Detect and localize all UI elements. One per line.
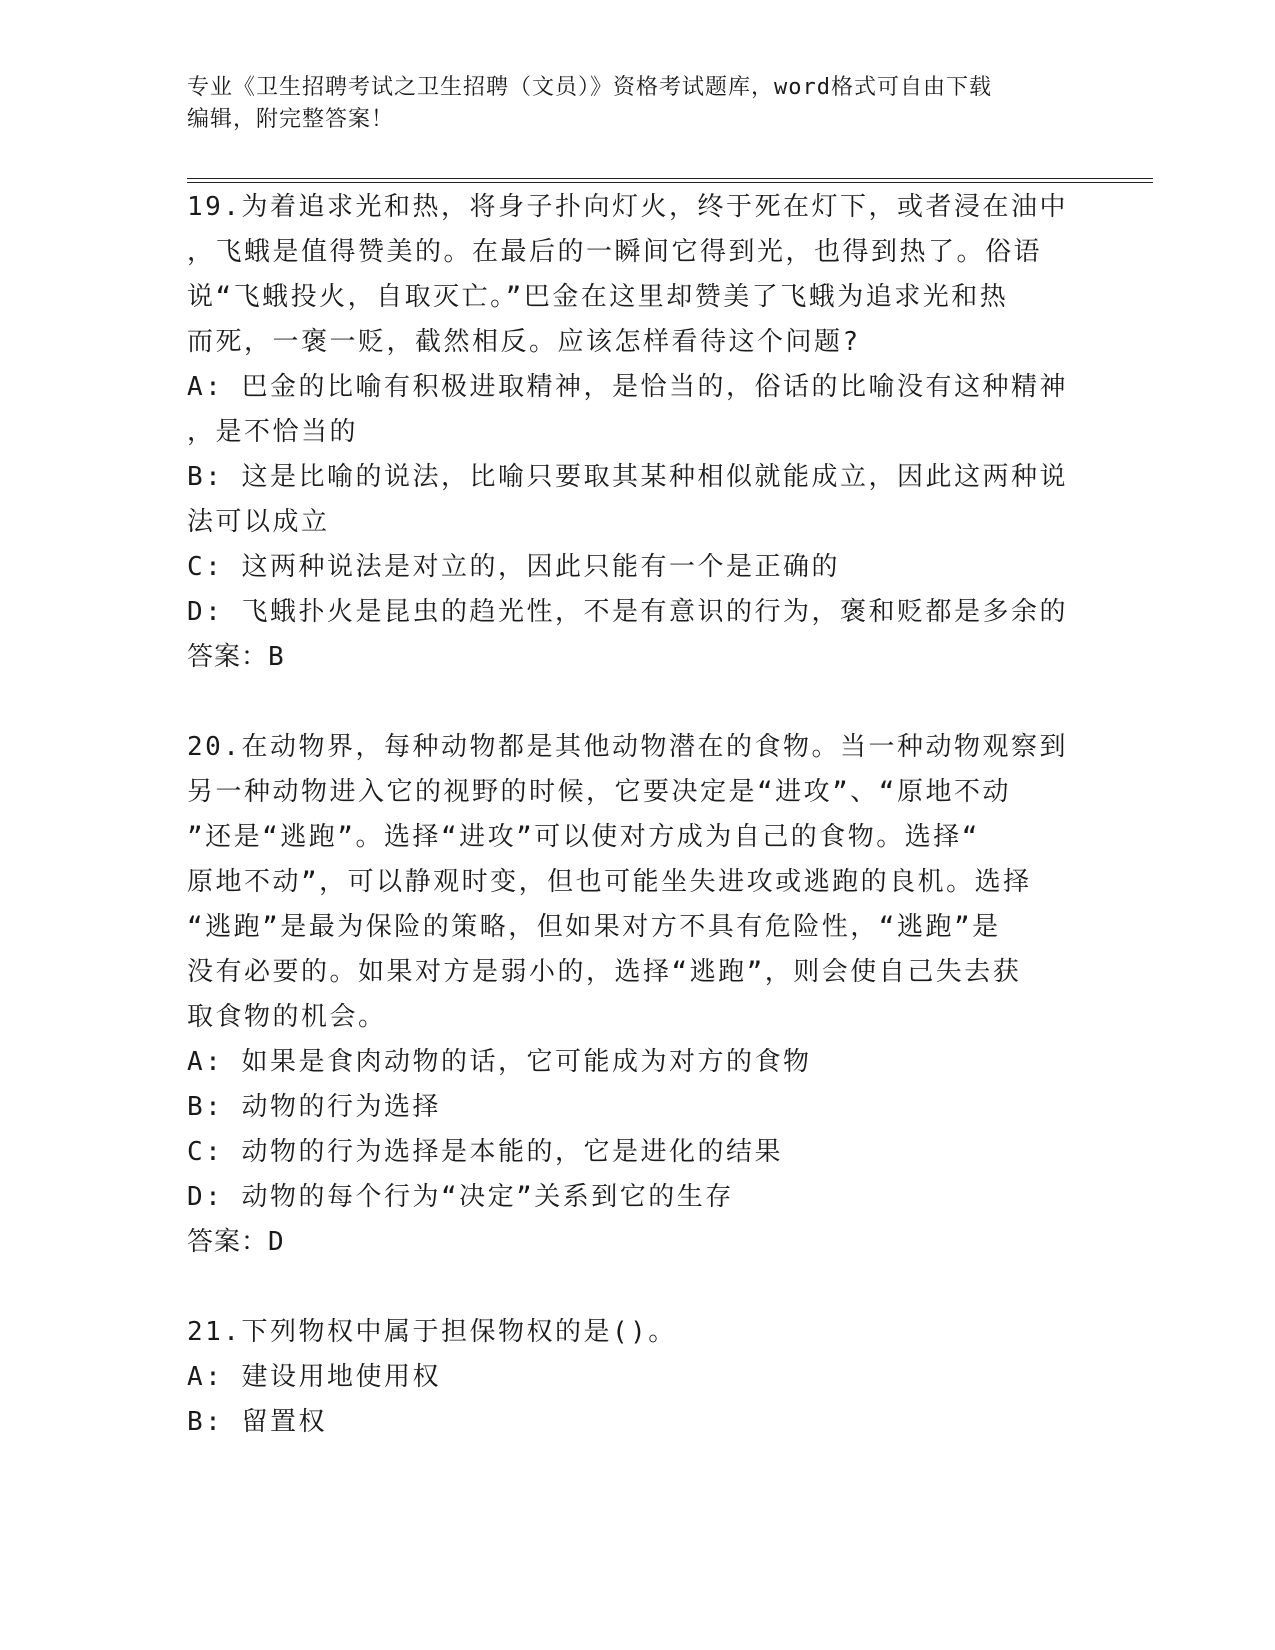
answer-label: 答案：B — [187, 642, 285, 672]
option-c-line: C: 这两种说法是对立的，因此只能有一个是正确的 — [187, 552, 840, 582]
question-text-line: 另一种动物进入它的视野的时候，它要决定是“进攻”、“原地不动 — [187, 777, 1011, 807]
option-a-line: A: 如果是食肉动物的话，它可能成为对方的食物 — [187, 1047, 812, 1077]
header-line-2: 编辑，附完整答案！ — [187, 107, 395, 132]
question-spacer — [187, 680, 1087, 725]
option-b-line: 法可以成立 — [187, 507, 330, 537]
question-text-line: 而死，一褒一贬，截然相反。应该怎样看待这个问题? — [187, 327, 861, 357]
option-b-line: B: 留置权 — [187, 1407, 327, 1437]
question-21 — [187, 1310, 1087, 1445]
document-header — [187, 72, 1087, 136]
header-divider — [187, 178, 1153, 183]
option-d-line: D: 动物的每个行为“决定”关系到它的生存 — [187, 1182, 734, 1212]
question-text-line: “逃跑”是最为保险的策略，但如果对方不具有危险性，“逃跑”是 — [187, 912, 1001, 942]
option-b-line: B: 这是比喻的说法，比喻只要取其某种相似就能成立，因此这两种说 — [187, 462, 1068, 492]
question-spacer — [187, 1265, 1087, 1310]
question-19 — [187, 185, 1087, 680]
header-line-1: 专业《卫生招聘考试之卫生招聘（文员）》资格考试题库，word格式可自由下载 — [187, 75, 992, 100]
option-a-line: ，是不恰当的 — [187, 417, 359, 447]
option-a-line: A: 巴金的比喻有积极进取精神，是恰当的，俗话的比喻没有这种精神 — [187, 372, 1068, 402]
question-text-line: ”还是“逃跑”。选择“进攻”可以使对方成为自己的食物。选择“ — [187, 822, 980, 852]
questions-container — [187, 185, 1087, 1445]
question-text-line: ，飞蛾是值得赞美的。在最后的一瞬间它得到光，也得到热了。俗语 — [187, 237, 1043, 267]
question-text-line: 取食物的机会。 — [187, 1002, 387, 1032]
question-20 — [187, 725, 1087, 1265]
question-text-line: 原地不动”，可以静观时变，但也可能坐失进攻或逃跑的良机。选择 — [187, 867, 1032, 897]
question-text-line: 21.下列物权中属于担保物权的是()。 — [187, 1317, 677, 1347]
option-b-line: B: 动物的行为选择 — [187, 1092, 441, 1122]
option-a-line: A: 建设用地使用权 — [187, 1362, 441, 1392]
option-d-line: D: 飞蛾扑火是昆虫的趋光性，不是有意识的行为，褒和贬都是多余的 — [187, 597, 1068, 627]
question-text-line: 没有必要的。如果对方是弱小的，选择“逃跑”，则会使自己失去获 — [187, 957, 1022, 987]
question-text-line: 说“飞蛾投火，自取灭亡。”巴金在这里却赞美了飞蛾为追求光和热 — [187, 282, 1009, 312]
question-text-line: 20.在动物界，每种动物都是其他动物潜在的食物。当一种动物观察到 — [187, 732, 1068, 762]
answer-label: 答案：D — [187, 1227, 285, 1257]
option-c-line: C: 动物的行为选择是本能的，它是进化的结果 — [187, 1137, 783, 1167]
question-text-line: 19.为着追求光和热，将身子扑向灯火，终于死在灯下，或者浸在油中 — [187, 192, 1068, 222]
